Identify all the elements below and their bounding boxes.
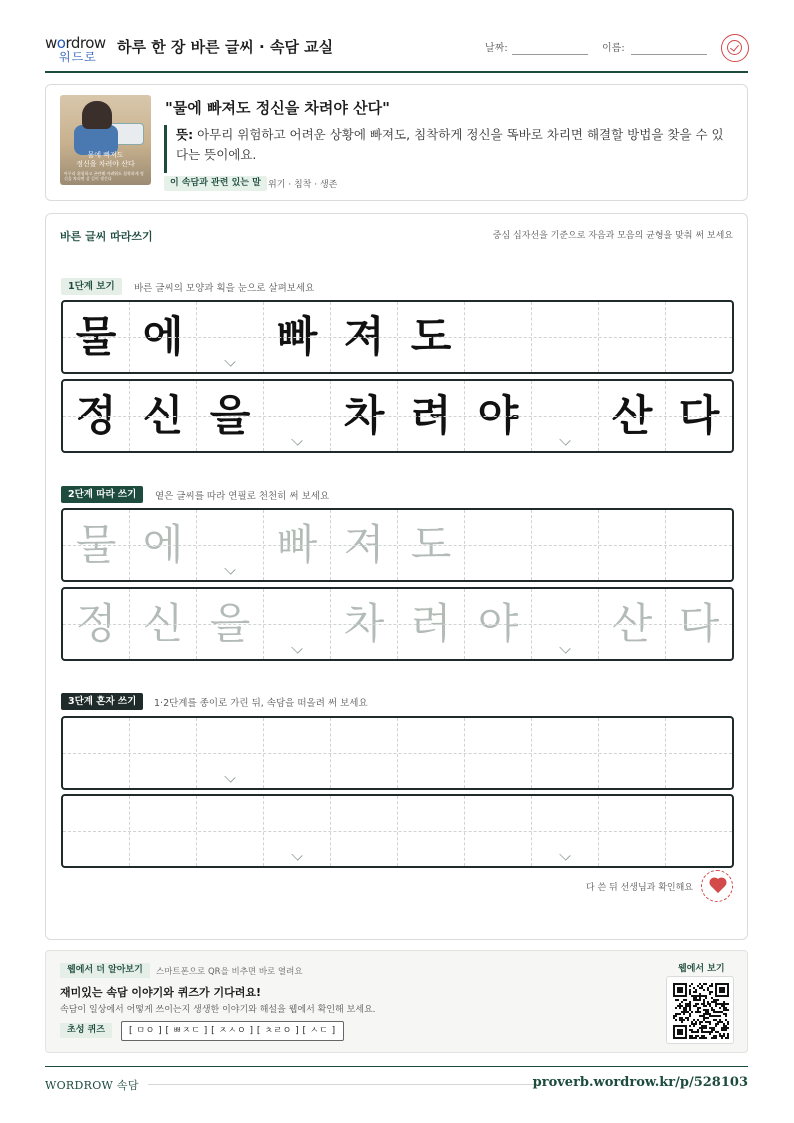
web-info-box [45, 950, 748, 1053]
related-words: 위기 · 침착 · 생존 [268, 180, 338, 190]
date-field[interactable] [512, 54, 588, 55]
writing-glyph: 물 [75, 312, 117, 361]
writing-glyph: 다 [678, 391, 720, 440]
writing-glyph: 을 [209, 391, 251, 440]
practice-title: 바른 글씨 따라쓰기 [60, 230, 153, 243]
check-stamp-icon [721, 34, 749, 62]
writing-row-step2-line1[interactable] [61, 508, 734, 582]
step1-desc: 바른 글씨의 모양과 획을 눈으로 살펴보세요 [134, 283, 315, 294]
space-mark-icon [291, 849, 302, 860]
writing-glyph: 신 [142, 391, 184, 440]
writing-glyph: 물 [75, 520, 117, 569]
wordrow-logo[interactable]: wordrow 워드로 [45, 34, 106, 64]
writing-glyph: 차 [343, 599, 385, 648]
writing-glyph: 져 [343, 520, 385, 569]
web-headline: 재미있는 속담 이야기와 퀴즈가 기다려요! [60, 986, 261, 999]
proverb-card [45, 84, 748, 201]
step2-desc: 옅은 글씨를 따라 연필로 천천히 써 보세요 [155, 491, 330, 502]
writing-glyph: 려 [410, 599, 452, 648]
writing-glyph: 려 [410, 391, 452, 440]
proverb-meaning: 뜻: 아무리 위험하고 어려운 상황에 빠져도, 침착하게 정신을 똑바로 차리면 해결할 방법을 찾을 수 있다는 뜻이에요. [164, 125, 734, 173]
space-mark-icon [224, 771, 235, 782]
writing-row-step1-line2 [61, 379, 734, 453]
writing-glyph: 에 [142, 312, 184, 361]
footer-rule [148, 1084, 538, 1085]
writing-glyph: 도 [410, 312, 452, 361]
name-label: 이름: [602, 43, 625, 54]
space-mark-icon [559, 849, 570, 860]
step3-desc: 1·2단계를 종이로 가린 뒤, 속담을 떠올려 써 보세요 [154, 698, 368, 709]
writing-glyph: 져 [343, 312, 385, 361]
step3-badge: 3단계 혼자 쓰기 [61, 693, 143, 710]
writing-glyph: 에 [142, 520, 184, 569]
writing-glyph: 빠 [276, 520, 318, 569]
page-title: 하루 한 장 바른 글씨 · 속담 교실 [117, 38, 334, 56]
web-description: 속담이 일상에서 어떻게 쓰이는지 생생한 이야기와 해설을 웹에서 확인해 보세요. [60, 1005, 376, 1015]
qr-hint: 스마트폰으로 QR을 비추면 바로 열려요 [156, 967, 303, 977]
writing-glyph: 정 [75, 599, 117, 648]
qr-title: 웹에서 보기 [678, 964, 725, 974]
step2-badge: 2단계 따라 쓰기 [61, 486, 143, 503]
qr-code-icon [673, 983, 729, 1039]
footer-brand: WORDROW 속담 [45, 1079, 139, 1092]
chosung-quiz: [ ㅁㅇ ] [ ㅃㅈㄷ ] [ ㅈㅅㅇ ] [ ㅊㄹㅇ ] [ ㅅㄷ ] [121, 1021, 344, 1041]
date-label: 날짜: [485, 43, 508, 54]
writing-row-step3-line1[interactable] [61, 716, 734, 790]
footer-url-link[interactable]: proverb.wordrow.kr/p/528103 [532, 1075, 748, 1090]
writing-row-step3-line2[interactable] [61, 794, 734, 868]
logo-korean-text: 워드로 [59, 50, 97, 64]
heart-stamp-icon [701, 870, 733, 902]
writing-glyph: 차 [343, 391, 385, 440]
web-more-badge: 웹에서 더 알아보기 [60, 963, 150, 978]
teacher-check-text: 다 쓴 뒤 선생님과 확인해요 [585, 883, 693, 893]
proverb-illustration: 물에 빠져도 정신을 차려야 산다 아무리 위험하고 곤란해 어려워도 침착하게 정신을 차리면 살 길이 생긴다 [60, 95, 151, 185]
writing-glyph: 을 [209, 599, 251, 648]
writing-glyph: 다 [678, 599, 720, 648]
practice-panel [45, 213, 748, 940]
writing-glyph: 신 [142, 599, 184, 648]
name-field[interactable] [631, 54, 707, 55]
writing-glyph: 도 [410, 520, 452, 569]
writing-glyph: 야 [477, 391, 519, 440]
writing-row-step2-line2[interactable] [61, 587, 734, 661]
qr-code[interactable] [666, 976, 734, 1044]
writing-glyph: 산 [611, 599, 653, 648]
writing-glyph: 빠 [276, 312, 318, 361]
step1-badge: 1단계 보기 [61, 278, 122, 295]
proverb-title: "물에 빠져도 정신을 차려야 산다" [165, 99, 390, 117]
related-words-badge: 이 속담과 관련 있는 말 [164, 176, 267, 191]
page-header [45, 30, 748, 73]
writing-glyph: 야 [477, 599, 519, 648]
writing-glyph: 산 [611, 391, 653, 440]
footer-divider [45, 1066, 748, 1067]
writing-glyph: 정 [75, 391, 117, 440]
writing-row-step1-line1 [61, 300, 734, 374]
practice-note: 중심 십자선을 기준으로 자음과 모음의 균형을 맞춰 써 보세요 [492, 231, 733, 241]
quiz-label: 초성 퀴즈 [60, 1023, 112, 1038]
